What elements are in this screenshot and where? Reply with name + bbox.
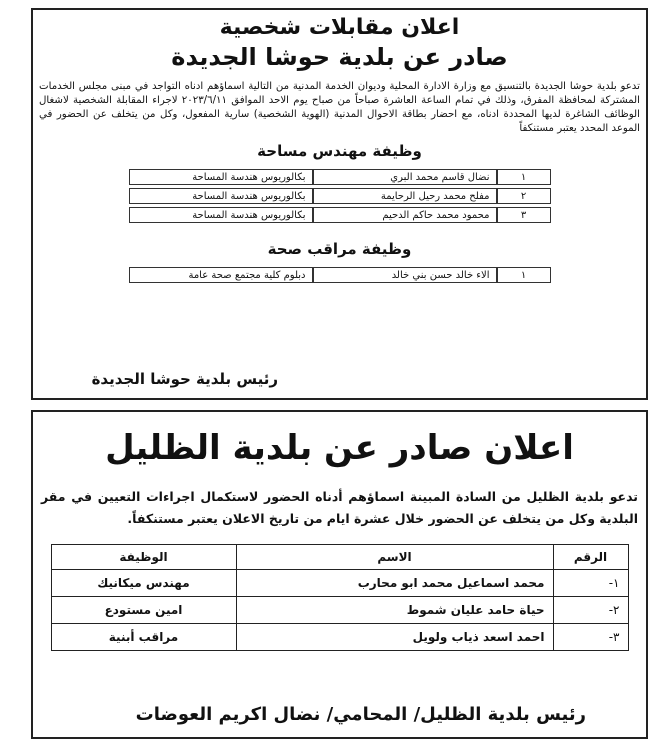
- row-degree: بكالوريوس هندسة المساحة: [129, 207, 313, 223]
- row-job: مراقب أبنية: [51, 624, 236, 651]
- section2-title: وظيفة مراقب صحة: [267, 240, 412, 258]
- row-job: امين مستودع: [51, 597, 236, 624]
- appointees-table: [51, 544, 629, 651]
- row-name: مفلح محمد رحيل الرحايمة: [313, 188, 497, 204]
- notice1-title-line1: اعلان مقابلات شخصية: [219, 15, 460, 40]
- table-row: [51, 624, 628, 651]
- row-degree: بكالوريوس هندسة المساحة: [129, 188, 313, 204]
- row-number: ٢-: [553, 597, 628, 624]
- notice1-signature: رئيس بلدية حوشا الجديدة: [91, 370, 278, 388]
- row-number: ٢: [497, 188, 551, 204]
- table-row: [51, 597, 628, 624]
- row-name: حياة حامد عليان شموط: [236, 597, 553, 624]
- row-number: ٣-: [553, 624, 628, 651]
- row-name: نضال قاسم محمد البري: [313, 169, 497, 185]
- column-header-number: الرقم: [553, 545, 628, 570]
- surveyor-table: [129, 166, 551, 226]
- table-row: [129, 267, 551, 283]
- column-header-job: الوظيفة: [51, 545, 236, 570]
- notice-dhlail: [31, 410, 648, 739]
- row-name: محمد اسماعيل محمد ابو محارب: [236, 570, 553, 597]
- notice2-signature: رئيس بلدية الظليل/ المحامي/ نضال اكريم العوضات: [135, 704, 586, 725]
- row-name: احمد اسعد ذياب ولويل: [236, 624, 553, 651]
- column-header-name: الاسم: [236, 545, 553, 570]
- table-row: [51, 570, 628, 597]
- notice2-body: تدعو بلدية الظليل من السادة المبينة اسماؤهم أدناه الحضور لاستكمال اجراءات التعيين في مقر البلدية وكل من يتخلف عن الحضور خلال عشرة ايام من تاريخ الاعلان يعتبر مستنكفاً.: [41, 489, 638, 526]
- row-job: مهندس ميكانيك: [51, 570, 236, 597]
- notice1-body: تدعو بلدية حوشا الجديدة بالتنسيق مع وزارة الادارة المحلية وديوان الخدمة المدنية من التالية اسماؤهم ادناه التواجد في مبنى مجلس الخدمات المشتركة لمحافظة المفرق، وذلك في تمام الساعة العاشرة صباحاً من صباح يوم الاحد الموافق ٢٠٢٣/٦/١١ لاجراء المقابلة الشخصية لاشغال الوظائف الشاغرة لديها المحددة ادناه، مع احضار بطاقة الاحوال المدنية (الهوية الشخصية) سارية المفعول، وكل من يتخلف عن الحضور في الموعد المحدد يعتبر مستنكفاً: [39, 81, 640, 134]
- table-row: [129, 169, 551, 185]
- health-inspector-table: [129, 264, 551, 286]
- notice1-title-line2: صادر عن بلدية حوشا الجديدة: [171, 43, 508, 71]
- table-row: [129, 188, 551, 204]
- row-number: ١: [497, 169, 551, 185]
- table-header-row: [51, 545, 628, 570]
- row-name: محمود محمد حاكم الدحيم: [313, 207, 497, 223]
- row-degree: بكالوريوس هندسة المساحة: [129, 169, 313, 185]
- row-degree: دبلوم كلية مجتمع صحة عامة: [129, 267, 313, 283]
- row-number: ٣: [497, 207, 551, 223]
- row-number: ١-: [553, 570, 628, 597]
- notice-hosha: [31, 8, 648, 400]
- notice2-title: اعلان صادر عن بلدية الظليل: [105, 428, 574, 468]
- section1-title: وظيفة مهندس مساحة: [257, 142, 422, 160]
- row-name: الاء خالد حسن بني خالد: [313, 267, 497, 283]
- table-row: [129, 207, 551, 223]
- row-number: ١: [497, 267, 551, 283]
